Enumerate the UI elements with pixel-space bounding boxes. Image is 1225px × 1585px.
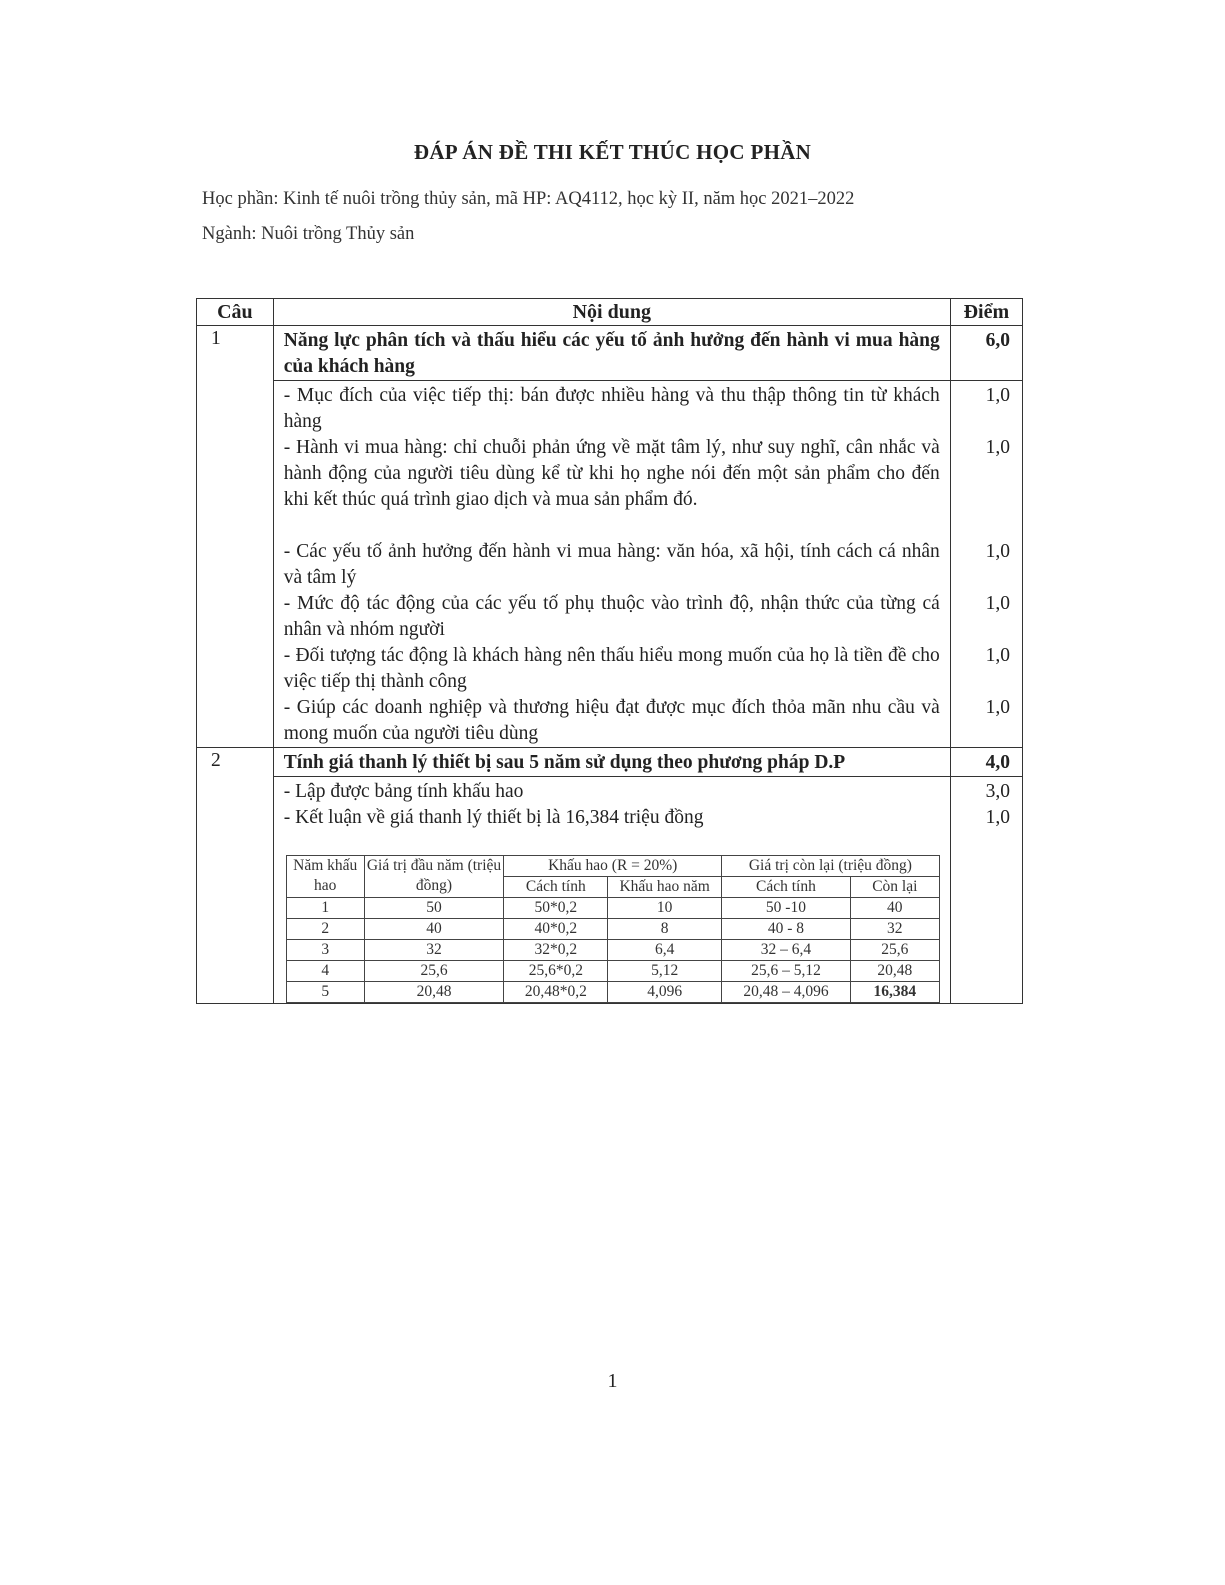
question-1-item: - Hành vi mua hàng: chỉ chuỗi phản ứng về mặt tâm lý, như suy nghĩ, cân nhắc và hành động của người tiêu dùng kể từ khi họ nghe nói đến một sản phẩm cho đến khi kết thúc quá trình giao dịch và mua sản phẩm đó. (283, 437, 940, 510)
header-dep-calc: Cách tính (504, 877, 608, 898)
question-2-items (273, 777, 950, 1004)
table-row (286, 982, 939, 1003)
question-1-item: - Đối tượng tác động là khách hàng nên thấu hiểu mong muốn của họ là tiền đề cho việc tiếp thị thành công (283, 645, 940, 692)
dep-calc-cell: 32*0,2 (504, 940, 608, 961)
table-row (286, 898, 939, 919)
question-1-points: 6,0 (950, 326, 1022, 381)
question-1-title: Năng lực phân tích và thấu hiểu các yếu tố ảnh hưởng đến hành vi mua hàng của khách hàng (273, 326, 950, 381)
remain-calc-cell: 50 -10 (722, 898, 851, 919)
question-1-item: - Các yếu tố ảnh hưởng đến hành vi mua hàng: văn hóa, xã hội, tính cách cá nhân và tâm lý (283, 541, 940, 588)
document-title: ĐÁP ÁN ĐỀ THI KẾT THÚC HỌC PHẦN (413, 140, 812, 164)
table-row (286, 940, 939, 961)
initial-cell: 40 (364, 919, 504, 940)
question-1-item: - Mục đích của việc tiếp thị: bán được nhiều hàng và thu thập thông tin từ khách hàng (283, 385, 940, 432)
dep-cell: 8 (608, 919, 722, 940)
question-1-item: - Mức độ tác động của các yếu tố phụ thuộc vào trình độ, nhận thức của từng cá nhân và nhóm người (283, 593, 940, 640)
depreciation-header-row (286, 856, 939, 877)
question-2-title-row (197, 748, 1023, 777)
remain-calc-cell: 20,48 – 4,096 (722, 982, 851, 1003)
question-1-items-row (197, 381, 1023, 748)
question-2-title: Tính giá thanh lý thiết bị sau 5 năm sử dụng theo phương pháp D.P (273, 748, 950, 777)
item-points: 1,0 (985, 437, 1010, 458)
header-question: Câu (197, 299, 274, 326)
item-points: 1,0 (985, 593, 1010, 614)
header-remain-calc: Cách tính (722, 877, 851, 898)
question-2-number: 2 (197, 748, 274, 1004)
question-2-items-row (197, 777, 1023, 1004)
course-line: Học phần: Kinh tế nuôi trồng thủy sản, mã HP: AQ4112, học kỳ II, năm học 2021–2022 (202, 189, 855, 209)
remain-calc-cell: 25,6 – 5,12 (722, 961, 851, 982)
question-2-item: - Lập được bảng tính khấu hao (283, 781, 524, 802)
major-line: Ngành: Nuôi trồng Thủy sản (202, 224, 415, 244)
remain-calc-cell: 32 – 6,4 (722, 940, 851, 961)
question-2-item: - Kết luận về giá thanh lý thiết bị là 16,384 triệu đồng (283, 807, 704, 828)
question-2-points: 4,0 (950, 748, 1022, 777)
initial-cell: 50 (364, 898, 504, 919)
header-remaining-value: Giá trị còn lại (triệu đồng) (722, 856, 940, 877)
header-initial-value: Giá trị đầu năm (triệu đồng) (364, 856, 504, 898)
dep-calc-cell: 50*0,2 (504, 898, 608, 919)
header-year: Năm khấu hao (286, 856, 364, 898)
dep-cell: 5,12 (608, 961, 722, 982)
question-1-title-row (197, 326, 1023, 381)
question-1-item-points (950, 381, 1022, 748)
table-row (286, 961, 939, 982)
header-content: Nội dung (273, 299, 950, 326)
remain-cell: 40 (850, 898, 939, 919)
year-cell: 2 (286, 919, 364, 940)
initial-cell: 32 (364, 940, 504, 961)
initial-cell: 20,48 (364, 982, 504, 1003)
item-points: 1,0 (985, 697, 1010, 718)
dep-calc-cell: 40*0,2 (504, 919, 608, 940)
header-dep-year: Khấu hao năm (608, 877, 722, 898)
remain-cell: 20,48 (850, 961, 939, 982)
question-2-item-points (950, 777, 1022, 1004)
answer-table (196, 298, 1023, 1004)
dep-cell: 4,096 (608, 982, 722, 1003)
remain-cell: 25,6 (850, 940, 939, 961)
item-points: 1,0 (985, 385, 1010, 406)
answer-table-header (197, 299, 1023, 326)
item-points: 3,0 (985, 781, 1010, 802)
page-number: 1 (607, 1370, 618, 1392)
dep-cell: 6,4 (608, 940, 722, 961)
final-remaining-value: 16,384 (850, 982, 939, 1003)
dep-calc-cell: 25,6*0,2 (504, 961, 608, 982)
remain-cell: 32 (850, 919, 939, 940)
question-1-number: 1 (197, 326, 274, 748)
dep-cell: 10 (608, 898, 722, 919)
item-points: 1,0 (985, 807, 1010, 828)
item-points: 1,0 (985, 541, 1010, 562)
year-cell: 4 (286, 961, 364, 982)
table-row (286, 919, 939, 940)
initial-cell: 25,6 (364, 961, 504, 982)
header-depreciation: Khấu hao (R = 20%) (504, 856, 722, 877)
year-cell: 1 (286, 898, 364, 919)
question-1-items (273, 381, 950, 748)
year-cell: 5 (286, 982, 364, 1003)
question-1-item: - Giúp các doanh nghiệp và thương hiệu đạt được mục đích thỏa mãn nhu cầu và mong muốn của người tiêu dùng (283, 697, 940, 744)
year-cell: 3 (286, 940, 364, 961)
header-remain-value: Còn lại (850, 877, 939, 898)
depreciation-table (286, 855, 940, 1003)
remain-calc-cell: 40 - 8 (722, 919, 851, 940)
dep-calc-cell: 20,48*0,2 (504, 982, 608, 1003)
header-points: Điểm (950, 299, 1022, 326)
item-points: 1,0 (985, 645, 1010, 666)
